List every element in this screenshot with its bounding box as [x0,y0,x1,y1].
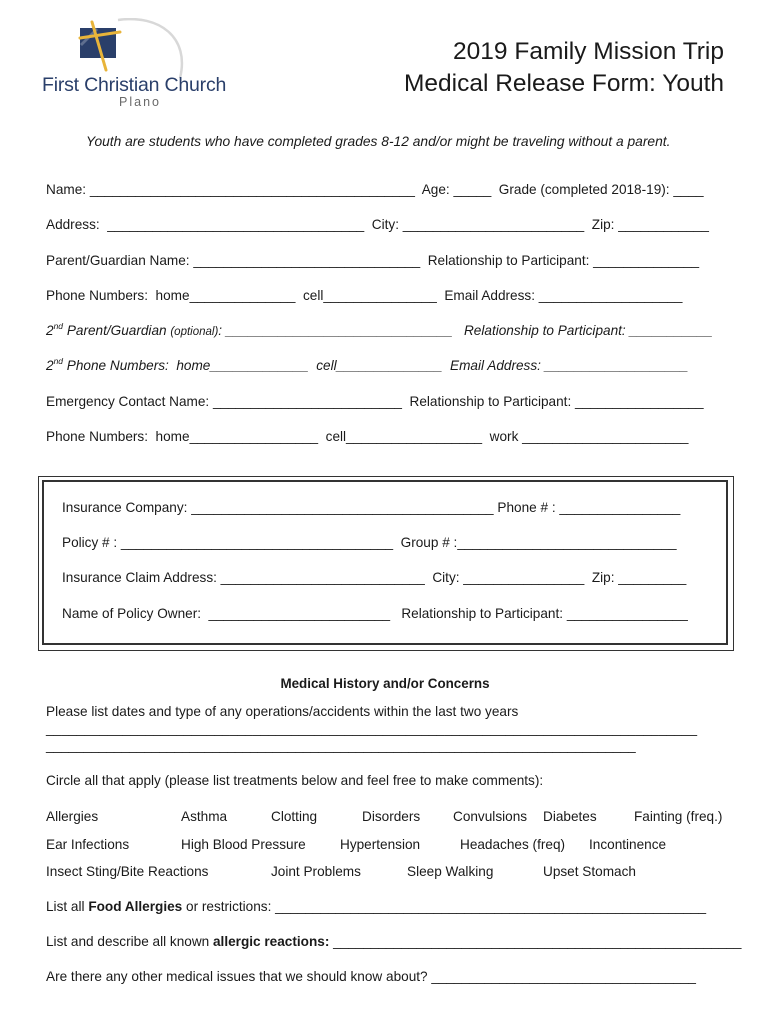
condition-high-blood-pressure[interactable]: High Blood Pressure [181,837,306,852]
phone-numbers2-rest: Phone Numbers: home_____________ cell______________ Email Address: ___________________ [63,358,689,373]
guardian2-line[interactable]: 2nd Parent/Guardian (optional): ______________________________ Relationship to Participant: ___________ [46,321,713,338]
emergency-contact-line[interactable]: Emergency Contact Name: _________________________ Relationship to Participant: _________________ [46,394,704,409]
phone-numbers-line[interactable]: Phone Numbers: home______________ cell_______________ Email Address: ___________________ [46,288,683,303]
condition-insect-sting[interactable]: Insect Sting/Bite Reactions [46,864,209,879]
condition-hypertension[interactable]: Hypertension [340,837,421,852]
form-title-line1: 2019 Family Mission Trip [453,38,724,65]
emergency-phones-line[interactable]: Phone Numbers: home_________________ cell__________________ work ______________________ [46,429,689,444]
form-title-line2: Medical Release Form: Youth [403,70,724,97]
guardian-line[interactable]: Parent/Guardian Name: ______________________________ Relationship to Participant: ______________ [46,253,700,268]
logo-arc [118,19,182,78]
allergic-bold: allergic reactions: [213,934,330,949]
condition-ear-infections[interactable]: Ear Infections [46,837,130,852]
church-name: First Christian Church [42,74,227,96]
food-allergies-pre: List all [46,899,89,914]
condition-upset-stomach[interactable]: Upset Stomach [543,864,636,879]
allergic-reactions-line[interactable] [46,934,741,949]
condition-fainting[interactable]: Fainting (freq.) [634,809,723,824]
food-allergies-bold: Food Allergies [88,899,183,914]
medical-heading: Medical History and/or Concerns [280,676,490,691]
ordinal-suffix: nd [53,321,64,331]
condition-clotting[interactable]: Clotting [271,809,318,824]
condition-sleep-walking[interactable]: Sleep Walking [407,864,494,879]
operations-blank-2[interactable]: ______________________________________________________________________________ [46,738,636,753]
condition-convulsions[interactable]: Convulsions [453,809,528,824]
ordinal-suffix: nd [53,356,64,366]
condition-disorders[interactable]: Disorders [362,809,421,824]
name-age-grade-line[interactable]: Name: ___________________________________________ Age: _____ Grade (completed 2018-19): ____ [46,182,704,197]
policy-owner-line[interactable]: Name of Policy Owner: ________________________ Relationship to Participant: ________________ [62,606,688,621]
policy-group-line[interactable]: Policy # : ____________________________________ Group # :_____________________________ [62,535,677,550]
address-line[interactable]: Address: __________________________________ City: ________________________ Zip: ____________ [46,217,709,232]
condition-headaches[interactable]: Headaches (freq) [460,837,566,852]
circle-prompt: Circle all that apply (please list treatments below and feel free to make comments): [46,773,544,788]
phone-numbers2-line[interactable]: 2nd Phone Numbers: home_____________ cell______________ Email Address: ___________________ [46,356,689,373]
allergic-post: ______________________________________________________ [329,934,742,949]
intro-note: Youth are students who have completed grades 8-12 and/or might be traveling without a parent. [86,134,671,149]
claim-address-line[interactable]: Insurance Claim Address: ___________________________ City: ________________ Zip: _________ [62,570,687,585]
operations-blank-1[interactable]: _____________________________________________________________________________________ [46,721,698,736]
guardian2-rest: : ______________________________ Relationship to Participant: ___________ [218,323,713,338]
operations-prompt: Please list dates and type of any operations/accidents within the last two years [46,704,519,719]
allergic-pre: List and describe all known [46,934,213,949]
condition-incontinence[interactable]: Incontinence [589,837,667,852]
condition-asthma[interactable]: Asthma [181,809,228,824]
condition-joint-problems[interactable]: Joint Problems [271,864,361,879]
other-issues-line[interactable]: Are there any other medical issues that we should know about? ___________________________________ [46,969,696,984]
insurance-company-line[interactable]: Insurance Company: ________________________________________ Phone # : ________________ [62,500,681,515]
condition-diabetes[interactable]: Diabetes [543,809,597,824]
food-allergies-line[interactable] [46,899,706,914]
condition-allergies[interactable]: Allergies [46,809,99,824]
optional-note: (optional) [170,326,219,338]
food-allergies-post: or restrictions: _________________________________________________________ [182,899,707,914]
church-city: Plano [119,95,161,109]
guardian2-label: Parent/Guardian [66,323,171,338]
